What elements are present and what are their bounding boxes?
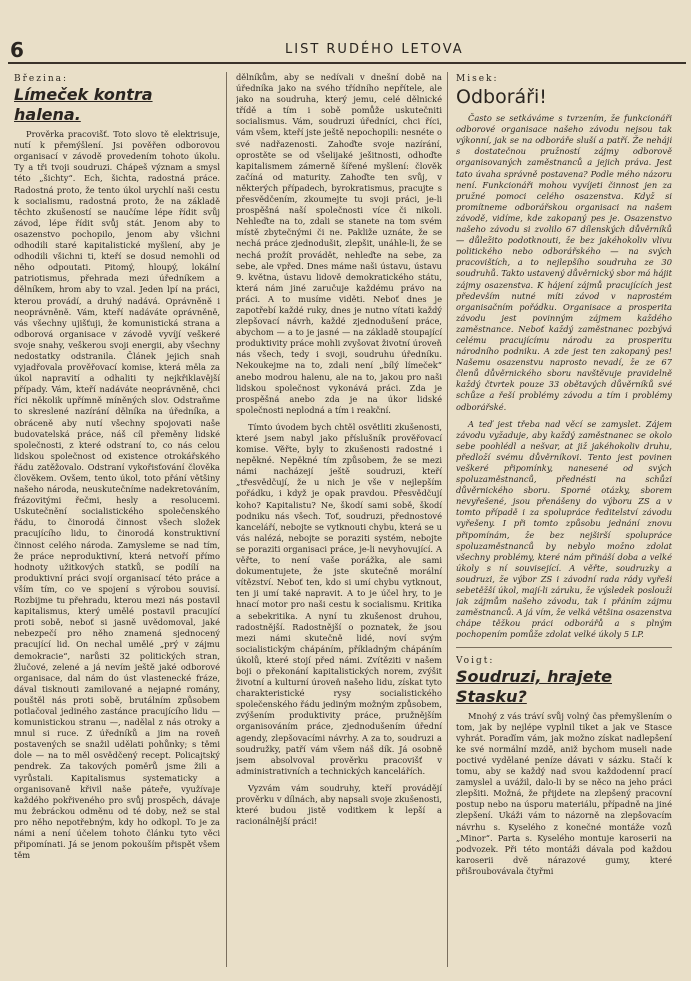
column-divider — [226, 72, 227, 967]
article-text: Vyzvám vám soudruhy, kteří provádějí prověrku v dílnách, aby napsali svoje zkušenosti, které budou jistě voditkem k lepší a racionálnější práci! — [236, 782, 442, 827]
article-divider — [456, 647, 672, 648]
article-title: Odboráři! — [456, 86, 547, 109]
header-rule — [8, 62, 686, 64]
article-limecek — [14, 72, 220, 974]
article-text: Prověrka pracovišť. Toto slovo tě elektrisuje, nutí k přemýšlení. Jsi pověřen odborovou organisací v závodě provedením tohoto úkolu. Ty a tři tvoji soudruzi. Chápeš význam a smysl této „šichty“. Ech, šichta, radostná práce. Radostná proto, že tento úkol urychlí naši cestu k socialismu, radostná proto, že na základě těchto zkušeností se naučíme lépe řídit svůj závod, lépe řídit svůj stát. Jenom aby to osazenstvo pochopilo, jenom aby všichni odhodili staré kapitalistické myšlení, aby je odhodili všichni ti, kteří se dosud nemohli od něho odpoutati. Pitomý, hloupý, lokální patriotismus, přehrada mezi úředníkem a dělníkem, hrom aby to vzal. Jeden lpí na práci, kterou provádí, a druhý nadává. Oprávněně i neoprávněně. Vám, kteří nadáváte oprávněně, vás všechny ujišťuji, že komunistická strana a odborová organisace v závodě vyvíjí veškeré svoje snahy, veškerou svoji energii, aby všechny nedostatky odstranila. Článek jejich snah vyjadřovala prověřovací komise, která měla za úkol napravití a odhaliti ty nejkřiklavější případy. Vám, kteří nadáváte neoprávněně, chci říci několik upřímně míněných slov. Odstraňme to skreslené nazírání dělníka na úředníka, a obráceně aby nutí všechny spojovati naše budovatelská práce, náš cíl přeměny lidské společnosti, z které odstraní to, co nás celou lidskou společnost od existence otrokářského řádu zatěžovalo. Odstraní vykořisťování člověka člověkem. Ovšem, tento úkol, toto přání většiny našeho národa, neuskutečníme nadekretováním, frázovitými řečmi, hesly a resolucemi. Uskutečnění socialistického společenského řádu, to činorodá činnost všech složek pracujícího lidu, to činorodá konstruktivní činnost celého národa. Zamysleme se nad tím, že práce neproduktivní, která netvoří přímo hodnoty užitkových statků, se podílí na produktivní práci svojí organisací této práce a vším tím, co ve spojení s výrobou souvisí. Rozbijme tu přehradu, kterou mezi nás postavil kapitalismus, který umělé postavil pracující proti sobě, neboť si jasně uvědomoval, jaké nebezpečí pro něho znamená sjednocený pracující lid. On nechal umělé „prý v zájmu demokracie“, narůsti 32 politických stran, žlučové, zelené a já nevím ještě jaké odborové organisace, dal nám do úst vlastenecké fráze, dával tisknouti zamilované a nejapné romány, pouštěl nás proti sobě, brutálním způsobem potlačoval jediného zastánce pracujícího lidu — komunistickou stranu —, nadělal z nás otroky a mnul si ruce. Z úředníků a jim na roveň postavených se snažil udělati pohůnky; s těmi dole — na to měl osvědčený recept. Policajtský pendrek. Za takových poměrů jsme žili a vyrůstali. Kapitalismus systematicky a organisovaně křivil naše páteře, využívaje každého pokřiveného pro svůj prospěch, dávaje mu žebráckou odměnu od té doby, než se stal pro něho nepotřebným, kdy ho odkopl. To je za námi a není účelem tohoto článku tyto věci připomínati. Já se jenom pokouším přispět všem těm — [14, 129, 220, 861]
article-text: dělníkům, aby se nedívali v dnešní době na úředníka jako na svého třídního nepřítele, ale jako na soudruha, který jemu, celé dělnické třídě a tím i sobě pomůže uskutečniti socialismus. Vám, soudruzi úředníci, chci říci, vám všem, kteří jste ještě nepochopili: nesnéte o své nadřazenosti. Zahoďte svoje nazírání, oprostěte se od všelijaké ješitnosti, odhoďte kapitalismem zámerně šířené myšlení: člověk začíná od maturity. Zahoďte ten svůj, v některých případech, byrokratismus, pracujte s přesvědčením, zkoumejte tu svoji práci, je-li prospěšná naší společnosti více či nikoli. Nehleďte na to, zdali se stanete na tom svém místě zbytečnými či ne. Pakliže uznáte, že se nechá práce zjednodušit, zlepšit, unáhle-li, že se nechá prožít provádět, nehleďte na sebe, za sebe, ale vpřed. Dnes máme naši ústavu, ústavu 9. května, ústavu lidově demokratického státu, která nám jiné zaručuje každému právo na práci. A to musíme viděti. Neboť dnes je zapotřebí každé ruky, dnes je nutno vítati každý zlepšovací návrh, každé zjednodušení práce, abychom — a to je jasné — na základě stoupající produktivity práce mohli zvyšovat životní úroveň nás všech, tedy i svoji, soudruhu úředníku. Nekoukejme na to, zdali není „bílý límeček“ anebo modrou halenu, ale na to, jakou pro naši lidskou společnost vykonává práci. Zda je prospěšná anebo zda je na úkor lidské společnosti neplodná a tím i reakční. — [236, 72, 442, 415]
article-odborari — [456, 72, 672, 974]
column-divider — [447, 72, 448, 967]
author-kicker: Voigt: — [456, 655, 495, 666]
page-header — [0, 30, 691, 60]
author-kicker: Misek: — [456, 74, 499, 84]
author-kicker: Březina: — [14, 74, 69, 84]
article-text: Tímto úvodem bych chtěl osvětliti zkušenosti, které jsem nabyl jako příslušník prověřovací komise. Věřte, byly to zkušenosti radostné i nepěkné. Nepěkné tím způsobem, že se mezi námi nacházejí ještě soudruzi, kteří „třesvědčují, že u nich je vše v nejlepším pořádku, i když je opak pravdou. Přesvědčují koho? Kapitalistu? Ne, škodí sami sobě, škodí podniku nás všech. Toť, soudruzi, přednostové kanceláří, nebojte se vytknouti chybu, která se u vás nalézá, nebojte se poraziti systém, nebojte se poraziti organisaci práce, je-li nevyhovující. A věřte, to není vaše porážka, ale sami dokumentujete, že jste skutečně morální vítězství. Neboť ten, kdo si umí chybu vytknout, ten ji umí také napravit. A to je účel hry, to je hnací motor pro naši cestu k socialismu. Kritika a sebekritika. A nyní tu zkušenost druhou, radostnější. Radostnější o poznatek, že jsou mezi námi skutečně lidé, noví svým socialistickým chápáním, příkladným chápáním úkolů, které stojí před námi. Zvítěziti v našem boji o překonání kapitalistických norem, zvýšit životní a kulturní úroveň našeho lidu, získat tyto charakteristické rysy socialistického společenského řádu jediným možným způsobem, zvýšením produktivity práce, pružnějším organisováním práce, zjednodušením úřední agendy, zlepšovacími návrhy. A za to, soudruzi a soudružky, patří vám všem náš dík. Já osobně jsem absolvoval prověrku pracovišť v administrativních a technických kancelářích. — [236, 421, 442, 776]
article-title: Límeček kontra halena. — [14, 85, 153, 125]
running-title: LIST RUDÉHO LETOVA — [285, 42, 464, 57]
article-title: Soudruzi, hrajete Stasku? — [456, 666, 612, 706]
article-text: Mnohý z vás tráví svůj volný čas přemyšlením o tom, jak by nejlépe vyplnil tiket a jak ve Stasce vyhrát. Poraďím vám, jak možno získat nadlepšení ke své normální mzdě, aniž bychom museli nade poctivé vydělané peníze dávati v sázku. Stačí k tomu, aby se každý nad svou každodenní prací zamyslel a uvážil, dalo-li by se něco na jeho práci zlepšiti. Možná, že přijdete na zlepšený pracovní postup nebo na úsporu materiálu, případně na jiné zlepšení. Ukáži vám to názorně na zlepšovacím návrhu s. Kyselého z konečné montáže vozů „Minor“. Parta s. Kyselého montuje karoserii na podvozek. Při této montáži dávala pod každou karoserii dvě nárazové gumy, které přišroubovávala čtyřmi — [456, 710, 672, 876]
page-number: 6 — [10, 38, 24, 62]
article-text: A teď jest třeba nad věcí se zamyslet. Zájem závodu vyžaduje, aby každý zaměstnanec se okolo sebe poohlédl a nešvar, at již jakéhokoliv druhu, předloží svému důvěrníkovi. Tento jest povinen veškeré připomínky, nanesené od svých spoluzaměstnanců, přednésti na schůzi důvěrnického sboru. Sporné otázky, sborem nevyřešené, jsou přenášeny do výboru ZS a v tomto případě i za spolupráce ředitelství závodu vyřešeny. I při tomto způsobu jednání znovu připomínám, že bez nejširší spolupráce spoluzaměstnanců by nebylo možno zdolat všechny problémy, které nám přináší doba a velké úkoly s ní související. A věřte, soudruzky a soudruzi, že výbor ZS i závodní rada rády vyřeší sebetěžší úkol, mají-li záruku, že výsledek poslouží jak zájmům našeho závodu, tak i přáním zájmu zaměstnanců. A já vím, že velká většina osazenstva chápe těžkou práci odborářů a s plným pochopením pomůže zdolat velké úkoly 5 LP. — [456, 418, 672, 640]
article-text: Často se setkáváme s tvrzením, že funkcionáři odborové organisace našeho závodu nejsou tak výkonní, jak se na odboráře sluší a patří. Že nehájí s dostatečnou pružností zájmy odborově organisovaných zaměstnanců a jejich práva. Jest tato úvaha správně postavena? Podle mého názoru není. Funkcionáři mohou vyvíjeti činnost jen za pružné pomoci celého osazenstva. Když si promítneme odborářskou organisaci na našem závodě, vidíme, kde zakopaný pes je. Osazenstvo našeho závodu si zvolilo 67 dílenských důvěrníků — důležito podotknouti, že bez jakéhokoliv vlivu politického nebo odborářského — na svých pracovištích, a to nejlepšího soudruha ze 30 soudruhů. Takto ustavený důvěrnický sbor má hájit zájmy osazenstva. K hájení zájmů pracujících jest především nutné míti závod v naprostém organisačním pořádku. Organisace a prosperita závodu jest povinným zájmem každého zaměstnance. Neboť každý zaměstnanec pozbývá celému pracujícímu národu za prosperitu národního podniku. A zde jest ten zakopaný pes! Našemu osazenstvu naprosto nevadí, že ze 67 členů důvěrnického sboru navštěvuje pravidelně každý čtvrtek pouze 33 obětavých důvěrníků své schůze a řeší problémy závodu a tím i problémy odborářské. — [456, 113, 672, 412]
article-limecek-continued — [236, 72, 442, 974]
